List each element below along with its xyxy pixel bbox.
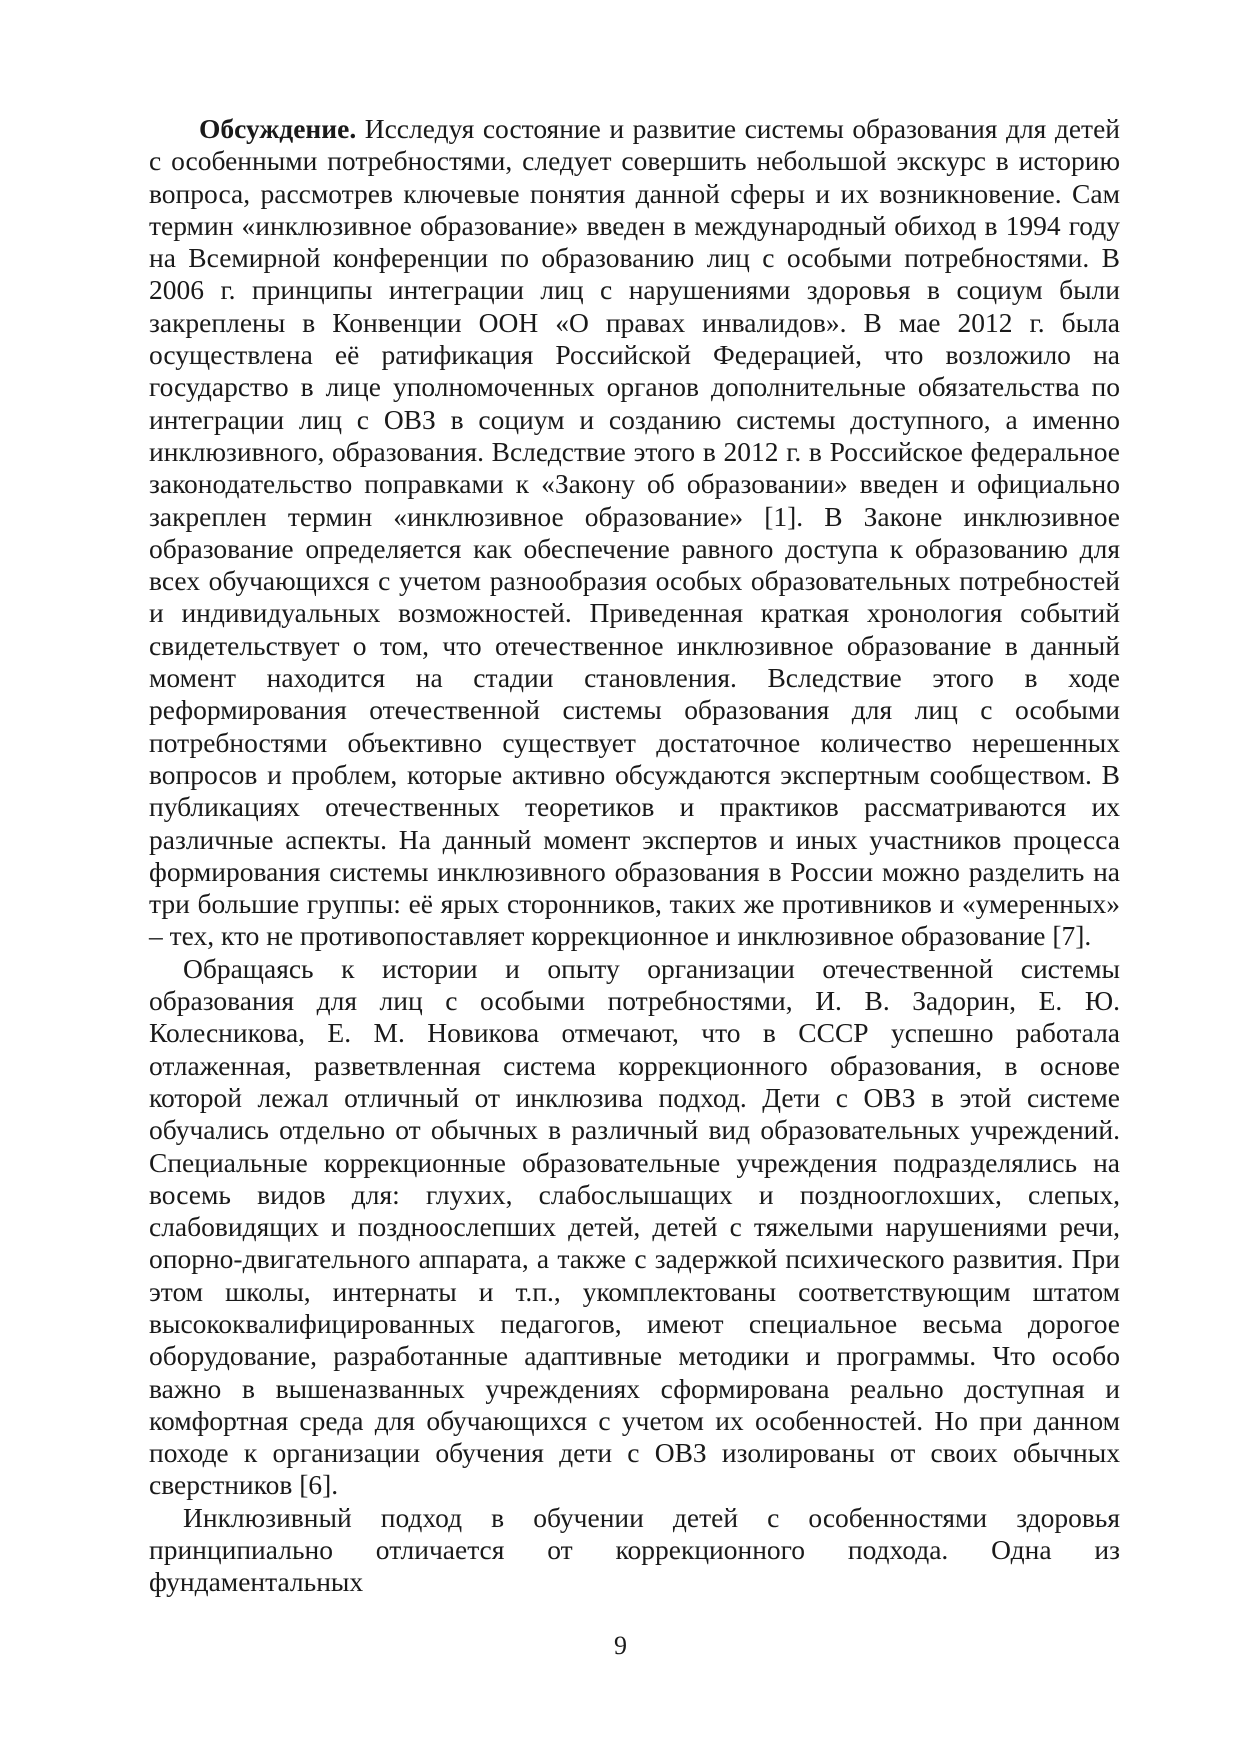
paragraph-1 — [149, 113, 1120, 953]
paragraph-2: Обращаясь к истории и опыту организации отечественной системы образования для лиц с особыми потребностями, И. В. Задорин, Е. Ю. Колесникова, Е. М. Новикова отмечают, что в СССР успешно работала отлаженная, разветвленная система коррекционного образования, в основе которой лежал отличный от инклюзива подход. Дети с ОВЗ в этой системе обучались отдельно от обычных в различный вид образовательных учреждений. Специальные коррекционные образовательные учреждения подразделялись на восемь видов для: глухих, слабослышащих и позднооглохших, слепых, слабовидящих и поздноослепших детей, детей с тяжелыми нарушениями речи, опорно-двигательного аппарата, а также с задержкой психического развития. При этом школы, интернаты и т.п., укомплектованы соответствующим штатом высококвалифицированных педагогов, имеют специальное весьма дорогое оборудование, разработанные адаптивные методики и программы. Что особо важно в вышеназванных учреждениях сформирована реально доступная и комфортная среда для обучающихся с учетом их особенностей. Но при данном походе к организации обучения дети с ОВЗ изолированы от своих обычных сверстников [6]. — [149, 952, 1120, 1501]
body-text — [149, 113, 1120, 1599]
paragraph-1-text: Исследуя состояние и развитие системы образования для детей с особенными потребностями, следует совершить небольшой экскурс в историю вопроса, рассмотрев ключевые понятия данной сферы и их возникновение. Сам термин «инклюзивное образование» введен в международный обиход в 1994 году на Всемирной конференции по образованию лиц с особыми потребностями. В 2006 г. принципы интеграции лиц с нарушениями здоровья в социум были закреплены в Конвенции ООН «О правах инвалидов». В мае 2012 г. была осуществлена её ратификация Российской Федерацией, что возложило на государство в лице уполномоченных органов дополнительные обязательства по интеграции лиц с ОВЗ в социум и созданию системы доступного, а именно инклюзивного, образования. Вследствие этого в 2012 г. в Российское федеральное законодательство поправками к «Закону об образовании» введен и официально закреплен термин «инклюзивное образование» [1]. В Законе инклюзивное образование определяется как обеспечение равного доступа к образованию для всех обучающихся с учетом разнообразия особых образовательных потребностей и индивидуальных возможностей. Приведенная краткая хронология событий свидетельствует о том, что отечественное инклюзивное образование в данный момент находится на стадии становления. Вследствие этого в ходе реформирования отечественной системы образования для лиц с особыми потребностями объективно существует достаточное количество нерешенных вопросов и проблем, которые активно обсуждаются экспертным сообществом. В публикациях отечественных теоретиков и практиков рассматриваются их различные аспекты. На данный момент экспертов и иных участников процесса формирования системы инклюзивного образования в России можно разделить на три большие группы: её ярых сторонников, таких же противников и «умеренных» – тех, кто не противопоставляет коррекционное и инклюзивное образование [7]. — [149, 113, 1120, 952]
section-heading-inline: Обсуждение. — [199, 113, 357, 144]
page-number: 9 — [614, 1631, 627, 1660]
paragraph-3: Инклюзивный подход в обучении детей с особенностями здоровья принципиально отличается от коррекционного подхода. Одна из фундаментальных — [149, 1501, 1120, 1598]
